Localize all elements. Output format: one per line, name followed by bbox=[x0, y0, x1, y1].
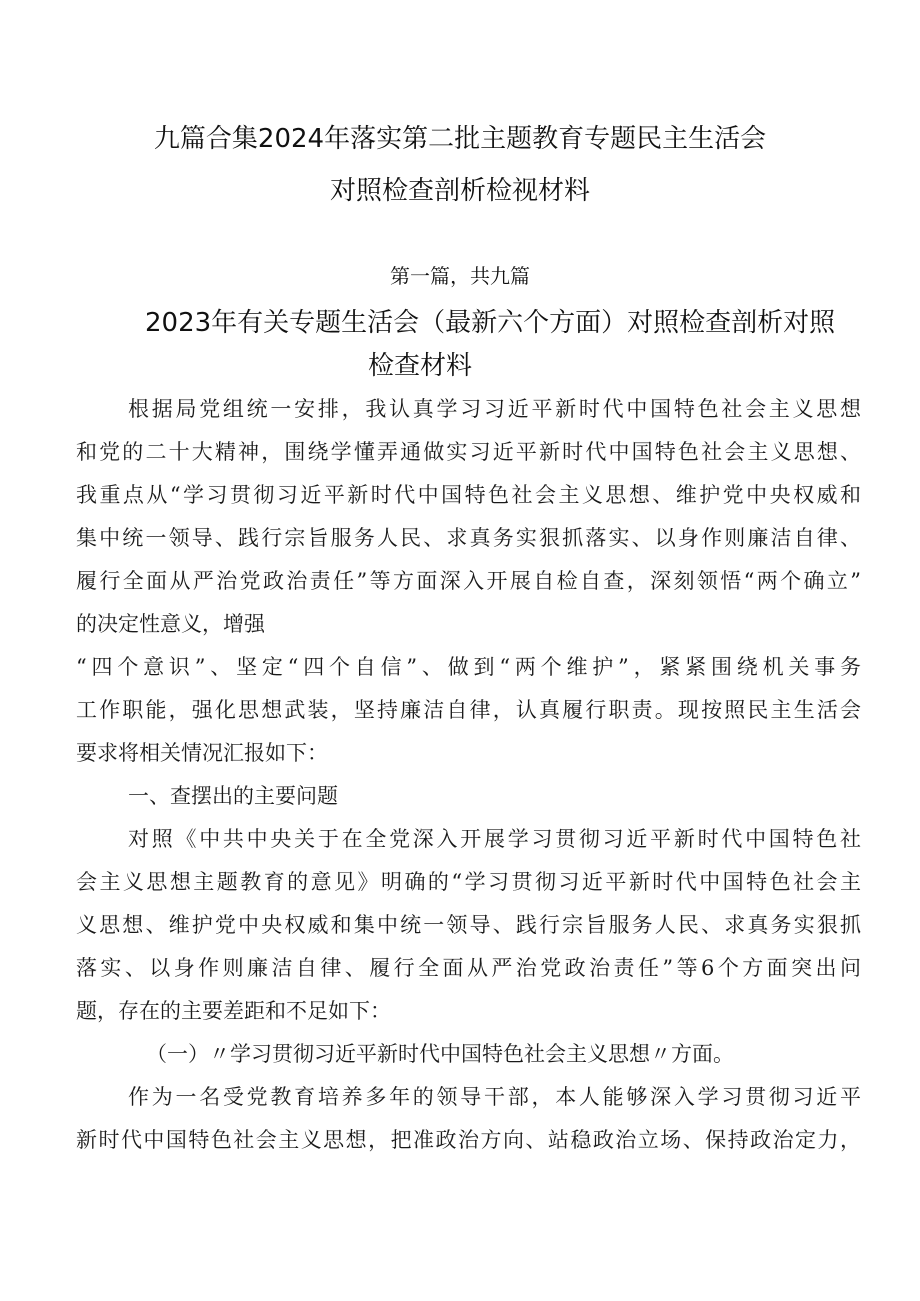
body-line: 会主义思想主题教育的意见》明确的“学习贯彻习近平新时代中国特色社会主 bbox=[76, 870, 861, 894]
body-line: 根据局党组统一安排，我认真学习习近平新时代中国特色社会主义思想 bbox=[128, 397, 861, 421]
body-line: 和党的二十大精神，围绕学懂弄通做实习近平新时代中国特色社会主义思想、 bbox=[76, 440, 861, 464]
body-line: “四个意识”、坚定“四个自信”、做到“两个维护”，紧紧围绕机关事务 bbox=[76, 655, 861, 679]
body-text bbox=[76, 388, 861, 1162]
subsection-heading: （一）〃学习贯彻习近平新时代中国特色社会主义思想〃方面。 bbox=[146, 1042, 734, 1066]
body-line: 义思想、维护党中央权威和集中统一领导、践行宗旨服务人民、求真务实狠抓 bbox=[76, 913, 861, 937]
body-line: 新时代中国特色社会主义思想，把准政治方向、站稳政治立场、保持政治定力， bbox=[76, 1128, 861, 1152]
document-title-line-2: 对照检查剖析检视材料 bbox=[329, 176, 590, 206]
body-line: 落实、以身作则廉洁自律、履行全面从严治党政治责任”等6个方面突出问 bbox=[76, 956, 861, 980]
body-line: 的决定性意义，增强 bbox=[76, 612, 265, 636]
body-line: 集中统一领导、践行宗旨服务人民、求真务实狠抓落实、以身作则廉洁自律、 bbox=[76, 526, 861, 550]
section-title-line-2: 检查材料 bbox=[368, 351, 473, 381]
body-line: 题，存在的主要差距和不足如下： bbox=[76, 999, 391, 1023]
body-line: 作为一名受党教育培养多年的领导干部，本人能够深入学习贯彻习近平 bbox=[128, 1085, 861, 1109]
body-line: 工作职能，强化思想武装，坚持廉洁自律，认真履行职责。现按照民主生活会 bbox=[76, 698, 861, 722]
body-line: 要求将相关情况汇报如下： bbox=[76, 741, 328, 765]
section-heading: 一、查摆出的主要问题 bbox=[128, 784, 338, 808]
part-label: 第一篇，共九篇 bbox=[390, 264, 530, 288]
body-line: 我重点从“学习贯彻习近平新时代中国特色社会主义思想、维护党中央权威和 bbox=[76, 483, 861, 507]
document-title-line-1: 九篇合集2024年落实第二批主题教育专题民主生活会 bbox=[153, 124, 767, 154]
body-line: 对照《中共中央关于在全党深入开展学习贯彻习近平新时代中国特色社 bbox=[128, 827, 861, 851]
section-title-line-1: 2023年有关专题生活会（最新六个方面）对照检查剖析对照 bbox=[145, 308, 836, 338]
body-line: 履行全面从严治党政治责任”等方面深入开展自检自查，深刻领悟“两个确立” bbox=[76, 569, 861, 593]
